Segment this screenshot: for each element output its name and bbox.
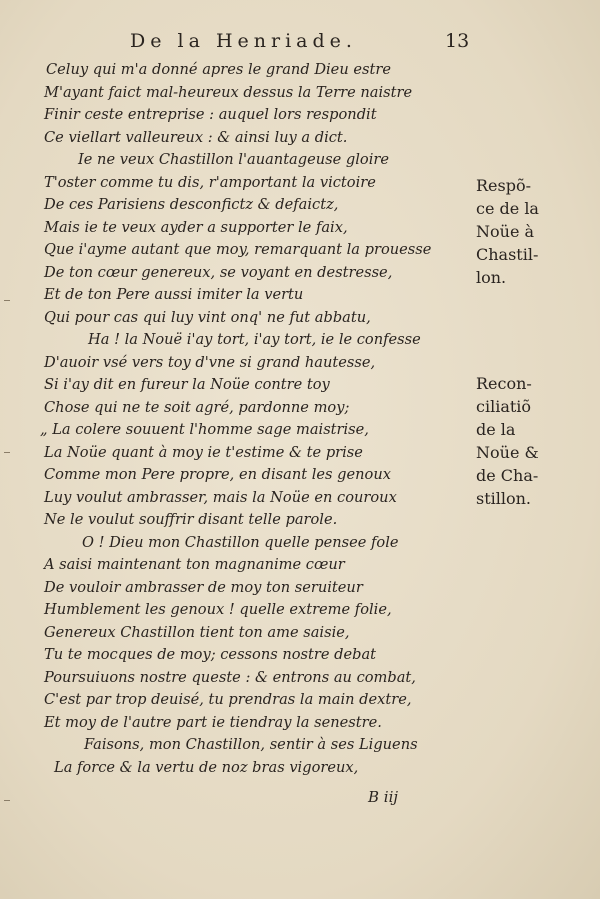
verse-line: Mais ie te veux ayder a supporter le faix,	[44, 218, 348, 236]
verse-line: D'auoir vsé vers toy d'vne si grand hautesse,	[44, 353, 376, 371]
verse-line: La force & la vertu de noz bras vigoreux,	[54, 758, 359, 776]
verse-line: Genereux Chastillon tient ton ame saisie,	[44, 623, 350, 641]
note-line: Respõ-	[476, 176, 532, 195]
verse-line: La Noüe quant à moy ie t'estime & te prise	[44, 443, 363, 461]
note-line: lon.	[476, 268, 507, 287]
verse-line: M'ayant faict mal-heureux dessus la Terre naistre	[44, 83, 413, 101]
verse-line: Qui pour cas qui luy vint onq' ne fut abbatu,	[44, 308, 371, 326]
verse-line: Tu te mocques de moy; cessons nostre debat	[44, 646, 377, 663]
verse-line: De ton cœur genereux, se voyant en destresse,	[44, 263, 393, 281]
page-number: 13	[445, 30, 470, 52]
verse-line: Ha ! la Nouë i'ay tort, i'ay tort, ie le confesse	[88, 331, 421, 348]
verse-line: T'oster comme tu dis, r'amportant la victoire	[44, 173, 376, 191]
verse-line: Ne le voulut souffrir disant telle parole.	[44, 511, 338, 528]
note-line: Noüe à	[476, 222, 535, 241]
verse-line: O ! Dieu mon Chastillon quelle pensee fole	[82, 533, 399, 551]
verse-line: Poursuiuons nostre queste : & entrons au combat,	[44, 668, 416, 686]
verse-line: Ie ne veux Chastillon l'auantageuse gloire	[78, 151, 389, 168]
verse-line: Finir ceste entreprise : auquel lors respondit	[44, 106, 377, 123]
note-line: ciliatiõ	[476, 397, 532, 416]
note-line: de Cha-	[476, 466, 539, 485]
verse-line: Humblement les genoux ! quelle extreme folie,	[44, 601, 392, 618]
verse-line: Et de ton Pere aussi imiter la vertu	[44, 286, 304, 303]
verse-line: Si i'ay dit en fureur la Noüe contre toy	[44, 376, 330, 393]
note-line: Recon-	[476, 374, 532, 393]
note-line: Chastil-	[476, 245, 539, 264]
running-title: De la Henriade.	[130, 30, 357, 52]
verse-line: Que i'ayme autant que moy, remarquant la prouesse	[44, 241, 432, 258]
note-line: ce de la	[476, 199, 539, 218]
verse-line: C'est par trop deuisé, tu prendras la main dextre,	[44, 691, 412, 708]
verse-line: Faisons, mon Chastillon, sentir à ses Liguens	[84, 736, 418, 753]
verse-block	[0, 59, 470, 779]
marginal-note-reconciliation	[476, 372, 586, 510]
verse-line: Chose qui ne te soit agré, pardonne moy;	[44, 398, 350, 416]
edge-mark	[4, 800, 10, 801]
note-line: Noüe &	[476, 443, 539, 462]
verse-line: De ces Parisiens desconfictz & defaictz,	[44, 196, 339, 213]
signature-mark: B iij	[368, 788, 399, 806]
verse-line: Ce viellart valleureux : & ainsi luy a dict.	[44, 128, 348, 146]
edge-mark	[4, 452, 10, 453]
verse-line: De vouloir ambrasser de moy ton seruiteur	[44, 578, 363, 596]
verse-line: Celuy qui m'a donné apres le grand Dieu estre	[46, 61, 391, 78]
note-line: de la	[476, 420, 516, 439]
verse-line: Et moy de l'autre part ie tiendray la senestre.	[44, 713, 382, 731]
verse-line: A saisi maintenant ton magnanime cœur	[44, 556, 345, 573]
verse-line: „ La colere souuent l'homme sage maistrise,	[40, 421, 369, 438]
edge-mark	[4, 300, 10, 301]
marginal-note-response	[476, 174, 586, 289]
verse-line: Comme mon Pere propre, en disant les genoux	[44, 466, 391, 483]
verse-line: Luy voulut ambrasser, mais la Noüe en couroux	[44, 488, 397, 506]
note-line: stillon.	[476, 489, 532, 508]
